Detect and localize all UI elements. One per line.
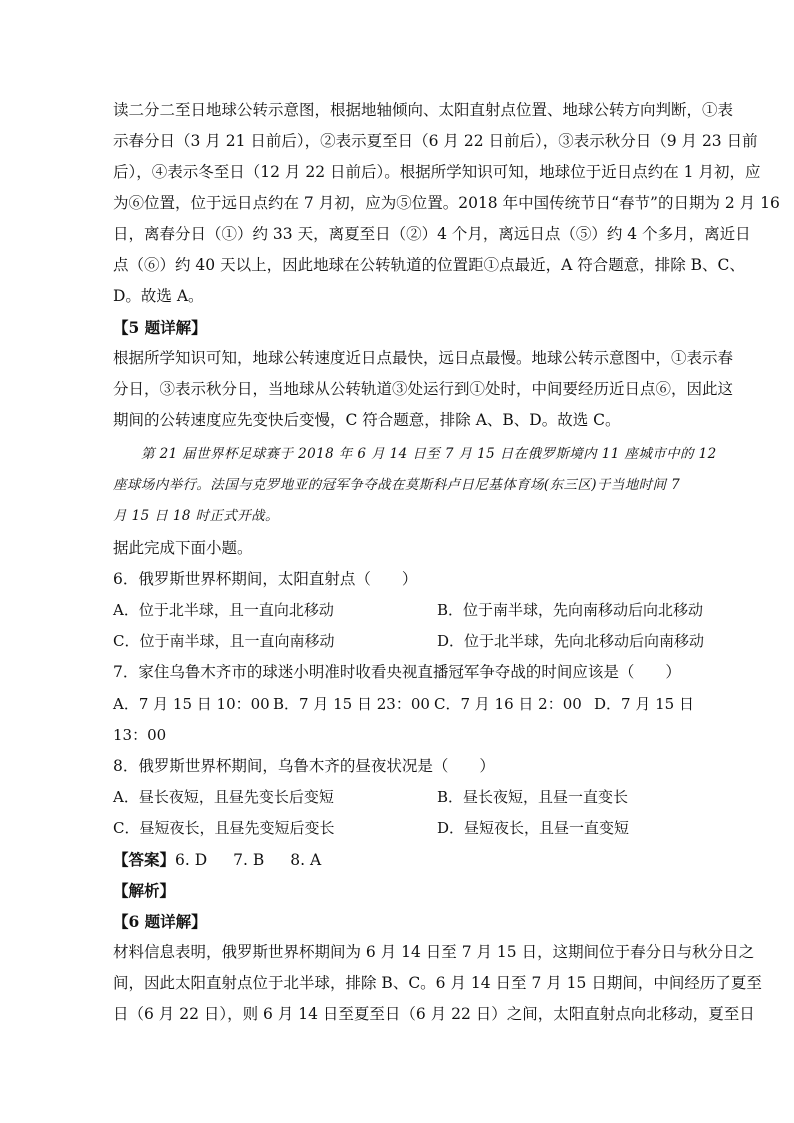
- answer-label: 【答案】: [113, 850, 176, 869]
- question-6-option-a: A．位于北半球，且一直向北移动: [113, 601, 334, 619]
- question-7-option-d: D．7 月 15 日: [594, 695, 694, 713]
- question-7-option-a: A．7 月 15 日 10：00: [113, 695, 270, 713]
- analysis-label: 【解析】: [113, 881, 176, 900]
- paragraph-1-line-3: 后），④表示冬至日（12 月 22 日前后）。根据所学知识可知，地球位于近日点约在 1 月初，应: [113, 163, 761, 181]
- passage-line-1: 第 21 届世界杯足球赛于 2018 年 6 月 14 日至 7 月 15 日在俄罗斯境内 11 座城市中的 12: [141, 446, 717, 462]
- answer-line: [113, 844, 683, 876]
- paragraph-1-line-7: D。故选 A。: [113, 287, 204, 305]
- heading-question-5: 【5 题详解】: [113, 318, 207, 337]
- question-7-option-c: C．7 月 16 日 2：00: [434, 695, 582, 713]
- instruction-text: 据此完成下面小题。: [113, 539, 253, 557]
- paragraph-3-line-3: 日（6 月 22 日），则 6 月 14 日至夏至日（6 月 22 日）之间，太阳直射点向北移动，夏至日: [113, 1005, 755, 1023]
- passage-line-3: 月 15 日 18 时正式开战。: [113, 508, 279, 524]
- passage-line-2: 座球场内举行。法国与克罗地亚的冠军争夺战在莫斯科卢日尼基体育场(东三区)于当地时间 7: [113, 477, 681, 493]
- paragraph-1-line-4: 为⑥位置，位于远日点约在 7 月初，应为⑤位置。2018 年中国传统节日“春节”的日期为 2 月 16: [113, 194, 780, 212]
- answer-q8: 8. A: [290, 851, 322, 869]
- question-8-stem: 8．俄罗斯世界杯期间，乌鲁木齐的昼夜状况是（ ）: [113, 757, 495, 775]
- paragraph-3-line-1: 材料信息表明，俄罗斯世界杯期间为 6 月 14 日至 7 月 15 日，这期间位于春分日与秋分日之: [113, 943, 755, 961]
- question-7-stem: 7．家住乌鲁木齐市的球迷小明准时收看央视直播冠军争夺战的时间应该是（ ）: [113, 663, 681, 681]
- paragraph-1-line-1: 读二分二至日地球公转示意图，根据地轴倾向、太阳直射点位置、地球公转方向判断，①表: [113, 101, 734, 119]
- question-8-option-d: D．昼短夜长，且昼一直变短: [437, 819, 630, 837]
- question-7-option-d-continued: 13：00: [113, 726, 167, 744]
- paragraph-2-line-1: 根据所学知识可知，地球公转速度近日点最快，远日点最慢。地球公转示意图中，①表示春: [113, 349, 734, 367]
- answer-q7: 7. B: [233, 851, 265, 869]
- question-6-option-c: C．位于南半球，且一直向南移动: [113, 632, 335, 650]
- question-8-option-c: C．昼短夜长，且昼先变短后变长: [113, 819, 335, 837]
- question-8-option-b: B．昼长夜短，且昼一直变长: [437, 788, 629, 806]
- paragraph-3-line-2: 间，因此太阳直射点位于北半球，排除 B、C。6 月 14 日至 7 月 15 日期间，中间经历了夏至: [113, 974, 762, 992]
- question-6-option-b: B．位于南半球，先向南移动后向北移动: [437, 601, 704, 619]
- question-6-option-d: D．位于北半球，先向北移动后向南移动: [437, 632, 705, 650]
- question-7-option-b: B．7 月 15 日 23：00: [273, 695, 430, 713]
- answer-q6: 6. D: [175, 851, 208, 869]
- question-8-option-a: A．昼长夜短，且昼先变长后变短: [113, 788, 334, 806]
- paragraph-2-line-3: 期间的公转速度应先变快后变慢，C 符合题意，排除 A、B、D。故选 C。: [113, 411, 621, 429]
- paragraph-1-line-5: 日，离春分日（①）约 33 天，离夏至日（②）4 个月，离远日点（⑤）约 4 个多月，离近日: [113, 225, 751, 243]
- paragraph-1-line-2: 示春分日（3 月 21 日前后），②表示夏至日（6 月 22 日前后），③表示秋分日（9 月 23 日前: [113, 132, 758, 150]
- paragraph-2-line-2: 分日，③表示秋分日，当地球从公转轨道③处运行到①处时，中间要经历近日点⑥，因此这: [113, 380, 734, 398]
- question-6-stem: 6．俄罗斯世界杯期间，太阳直射点（ ）: [113, 570, 418, 588]
- heading-question-6: 【6 题详解】: [113, 912, 207, 931]
- paragraph-1-line-6: 点（⑥）约 40 天以上，因此地球在公转轨道的位置距①点最近，A 符合题意，排除 B、C、: [113, 256, 745, 274]
